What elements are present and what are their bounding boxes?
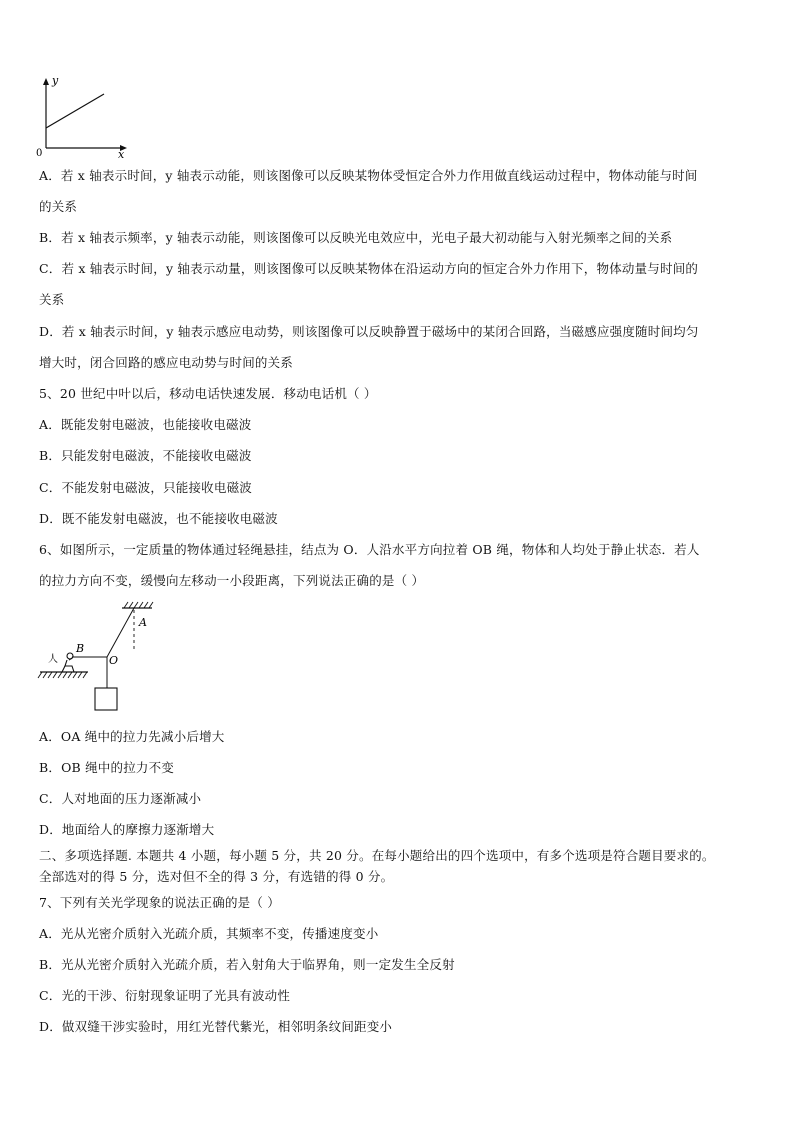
section2-heading-line2: 全部选对的得 5 分，选对但不全的得 3 分，有选错的得 0 分。: [39, 869, 394, 884]
label-person: 人: [48, 654, 58, 665]
q4-option-d-line2: 增大时，闭合回路的感应电动势与时间的关系: [39, 355, 294, 370]
q6-option-a: A．OA 绳中的拉力先减小后增大: [39, 729, 225, 744]
q5-option-a: A．既能发射电磁波，也能接收电磁波: [39, 417, 252, 432]
q5-option-c: C．不能发射电磁波，只能接收电磁波: [39, 480, 252, 495]
label-b: B: [76, 642, 85, 655]
q6-option-c: C．人对地面的压力逐渐减小: [39, 791, 202, 806]
q4-option-d-line1: D．若 x 轴表示时间，y 轴表示感应电动势，则该图像可以反映静置于磁场中的某闭合回路，当磁感应强度随时间均匀: [39, 324, 699, 339]
section2-heading-line1: 二、多项选择题. 本题共 4 小题，每小题 5 分，共 20 分。在每小题给出的四个选项中，有多个选项是符合题目要求的。: [39, 848, 715, 863]
q5-option-d: D．既不能发射电磁波，也不能接收电磁波: [39, 511, 278, 526]
q7-option-c: C．光的干涉、衍射现象证明了光具有波动性: [39, 988, 291, 1003]
q5-stem: 5、20 世纪中叶以后，移动电话快速发展．移动电话机（ ）: [39, 386, 377, 401]
q4-option-a-line2: 的关系: [39, 199, 78, 214]
rope-oa: [107, 608, 134, 657]
q4-option-c-line1: C．若 x 轴表示时间，y 轴表示动量，则该图像可以反映某物体在沿运动方向的恒定合外力作用下，物体动量与时间的: [39, 261, 699, 276]
label-a: A: [139, 616, 147, 629]
q7-option-b: B．光从光密介质射入光疏介质，若入射角大于临界角，则一定发生全反射: [39, 957, 455, 972]
q6-stem-line2: 的拉力方向不变，缓慢向左移动一小段距离，下列说法正确的是（ ）: [39, 573, 425, 588]
q6-option-d: D．地面给人的摩擦力逐渐增大: [39, 822, 215, 837]
q5-option-b: B．只能发射电磁波，不能接收电磁波: [39, 448, 252, 463]
x-axis-label: x: [118, 148, 125, 161]
label-o: O: [109, 654, 119, 667]
q4-option-a-line1: A．若 x 轴表示时间，y 轴表示动能，则该图像可以反映某物体受恒定合外力作用做直线运动过程中，物体动能与时间: [39, 168, 698, 183]
person-figure: [62, 653, 74, 672]
q7-stem: 7、下列有关光学现象的说法正确的是（ ）: [39, 895, 280, 910]
ceiling-hatch: [124, 602, 153, 608]
q6-figure: [36, 600, 166, 730]
q7-option-d: D．做双缝干涉实验时，用红光替代紫光，相邻明条纹间距变小: [39, 1019, 393, 1034]
origin-label: 0: [36, 148, 43, 159]
q6-option-b: B．OB 绳中的拉力不变: [39, 760, 174, 775]
q4-option-c-line2: 关系: [39, 292, 65, 307]
q7-option-a: A．光从光密介质射入光疏介质，其频率不变，传播速度变小: [39, 926, 379, 941]
ground-hatch: [38, 672, 87, 678]
y-axis-arrow: [43, 78, 49, 85]
y-axis-label: y: [52, 74, 59, 87]
q4-option-b: B．若 x 轴表示频率，y 轴表示动能，则该图像可以反映光电效应中，光电子最大初动能与入射光频率之间的关系: [39, 230, 673, 245]
y-x-graph: [32, 72, 142, 162]
q6-stem-line1: 6、如图所示，一定质量的物体通过轻绳悬挂，结点为 O．人沿水平方向拉着 OB 绳，物体和人均处于静止状态．若人: [39, 542, 700, 557]
hanging-block: [95, 688, 117, 710]
graph-line: [46, 94, 104, 128]
